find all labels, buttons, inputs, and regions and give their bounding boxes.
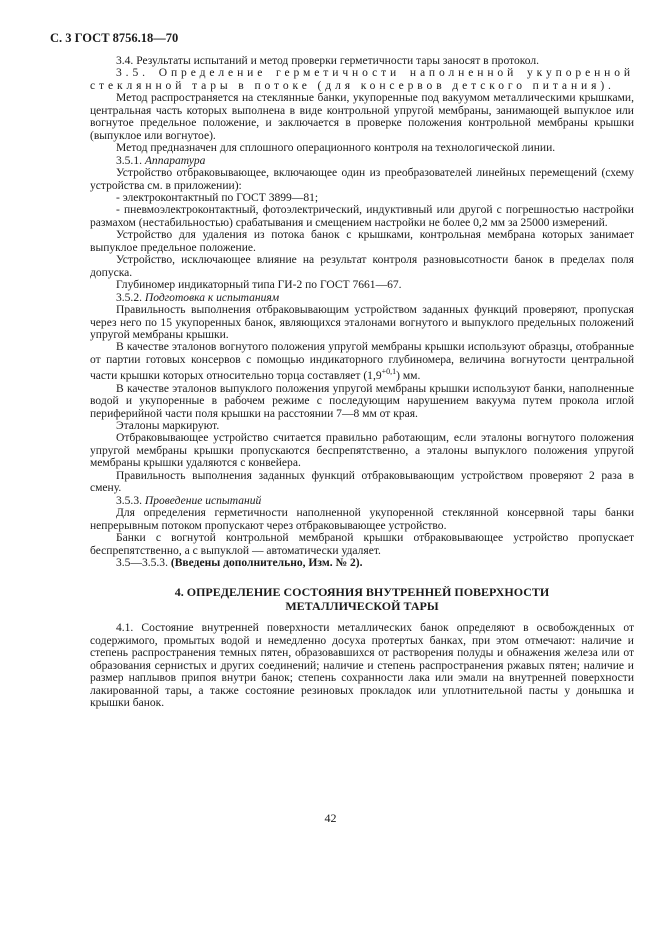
paragraph: Банки с вогнутой контрольной мембраной крышки отбраковывающее устройство пропускает беспрепятственно, а с выпуклой — автоматически удаляет. [90, 532, 634, 557]
paragraph: Устройство отбраковывающее, включающее один из преобразователей линейных перемещений (схему устройства см. в приложении): [90, 167, 634, 192]
list-item: - пневмоэлектроконтактный, фотоэлектрический, индуктивный или другой с погрешностью настройки размахом (нестабильностью) срабатывания и смещением настройки не более 0,2 мм за 25000 измерений. [90, 204, 634, 229]
paragraph: В качестве эталонов выпуклого положения упругой мембраны крышки используют банки, наполненные водой и укупоренные в рабочем режиме с последующим нарушением вакуума путем прокола иглой периферийной части поля крышки на расстоянии 7—8 мм от края. [90, 382, 634, 420]
section-4-heading [90, 585, 634, 613]
subsection-heading [90, 495, 634, 507]
amendment-text: (Введены дополнительно, Изм. № 2). [170, 556, 363, 569]
section-4-title-line2: МЕТАЛЛИЧЕСКОЙ ТАРЫ [285, 599, 439, 614]
paragraph: Метод распространяется на стеклянные банки, укупоренные под вакуумом металлическими крышками, центральная часть которых выполнена в виде контрольной упругой мембраны, занимающей выпуклое или вогнутое предельное положение, и заключается в проверке положения контрольной мембраны крышки (выпуклое или вогнутое). [90, 92, 634, 142]
paragraph-text: В качестве эталонов вогнутого положения упругой мембраны крышки используют образцы, отобранные от партии готовых консервов с помощью индикаторного глубиномера, величина вогнутости центральной части крышки которых относительно торца составляет (1,9 [90, 341, 634, 383]
paragraph: Для определения герметичности наполненной укупоренной стеклянной консервной тары банки непрерывным потоком пропускают через отбраковывающее устройство. [90, 507, 634, 532]
paragraph [90, 341, 634, 382]
subsection-title: Проведение испытаний [144, 494, 262, 507]
subsection-title: Подготовка к испытаниям [144, 291, 280, 304]
paragraph: Правильность выполнения отбраковывающим устройством заданных функций проверяют, пропуская через него по 15 укупоренных банок, являющихся эталонами вогнутого и выпуклого предельных положений упругой мембраны крышки. [90, 304, 634, 341]
document-body [90, 55, 634, 710]
list-item: - электроконтактный по ГОСТ 3899—81; [116, 191, 319, 204]
paragraph: Устройство для удаления из потока банок с крышками, контрольная мембрана которых занимает выпуклое предельное положение. [90, 229, 634, 254]
subsection-heading [90, 292, 634, 304]
paragraph: Отбраковывающее устройство считается правильно работающим, если эталоны вогнутого положения упругой мембраны крышки пропускаются беспрепятственно, а эталоны выпуклого положения упругой мембраны крышки удаляются с конвейера. [90, 432, 634, 470]
page-header: С. 3 ГОСТ 8756.18—70 [50, 31, 179, 45]
subsection-number: 3.5.1. [116, 154, 142, 167]
amendment-range: 3.5—3.5.3. [116, 556, 168, 569]
amendment-note [90, 557, 634, 569]
paragraph: Правильность выполнения заданных функций отбраковывающим устройством проверяют 2 раза в смену. [90, 469, 634, 495]
subsection-number: 3.5.3. [116, 494, 142, 507]
paragraph: Глубиномер индикаторный типа ГИ-2 по ГОСТ 7661—67. [116, 279, 402, 292]
subsection-heading [90, 155, 634, 167]
subsection-title: Аппаратура [144, 154, 206, 167]
section-heading-3-5: 3.5. Определение герметичности наполненной укупоренной стеклянной тары в потоке (для консервов детского питания). [90, 67, 634, 92]
subsection-number: 3.5.2. [116, 291, 142, 304]
section-4-title-line1: 4. ОПРЕДЕЛЕНИЕ СОСТОЯНИЯ ВНУТРЕННЕЙ ПОВЕРХНОСТИ [174, 585, 550, 600]
tolerance-superscript: +0,1 [381, 367, 397, 377]
page-number: 42 [324, 811, 337, 825]
paragraph: 3.4. Результаты испытаний и метод проверки герметичности тары заносят в протокол. [116, 55, 540, 67]
paragraph: Метод предназначен для сплошного операционного контроля на технологической линии. [116, 142, 556, 155]
paragraph-text: ) мм. [396, 370, 421, 383]
paragraph: Устройство, исключающее влияние на результат контроля разновысотности банок в пределах поля допуска. [90, 254, 634, 279]
paragraph: 4.1. Состояние внутренней поверхности металлических банок определяют в освобожденных от содержимого, промытых водой и немедленно досуха протертых банках, при этом отмечают: наличие и степень распространения темных пятен, образовавшихся от растворения полуды и обнажения железа или от образования сернистых и других соединений; наличие и степень распространения ржавых пятен; наличие и размер наплывов припоя внутри банок; степень сохранности лака или эмали на внутренней поверхности лакированной тары, а также состояние резиновых прокладок или уплотнительной пасты у донышка и крышки банок. [90, 622, 634, 710]
paragraph: Эталоны маркируют. [116, 419, 220, 432]
